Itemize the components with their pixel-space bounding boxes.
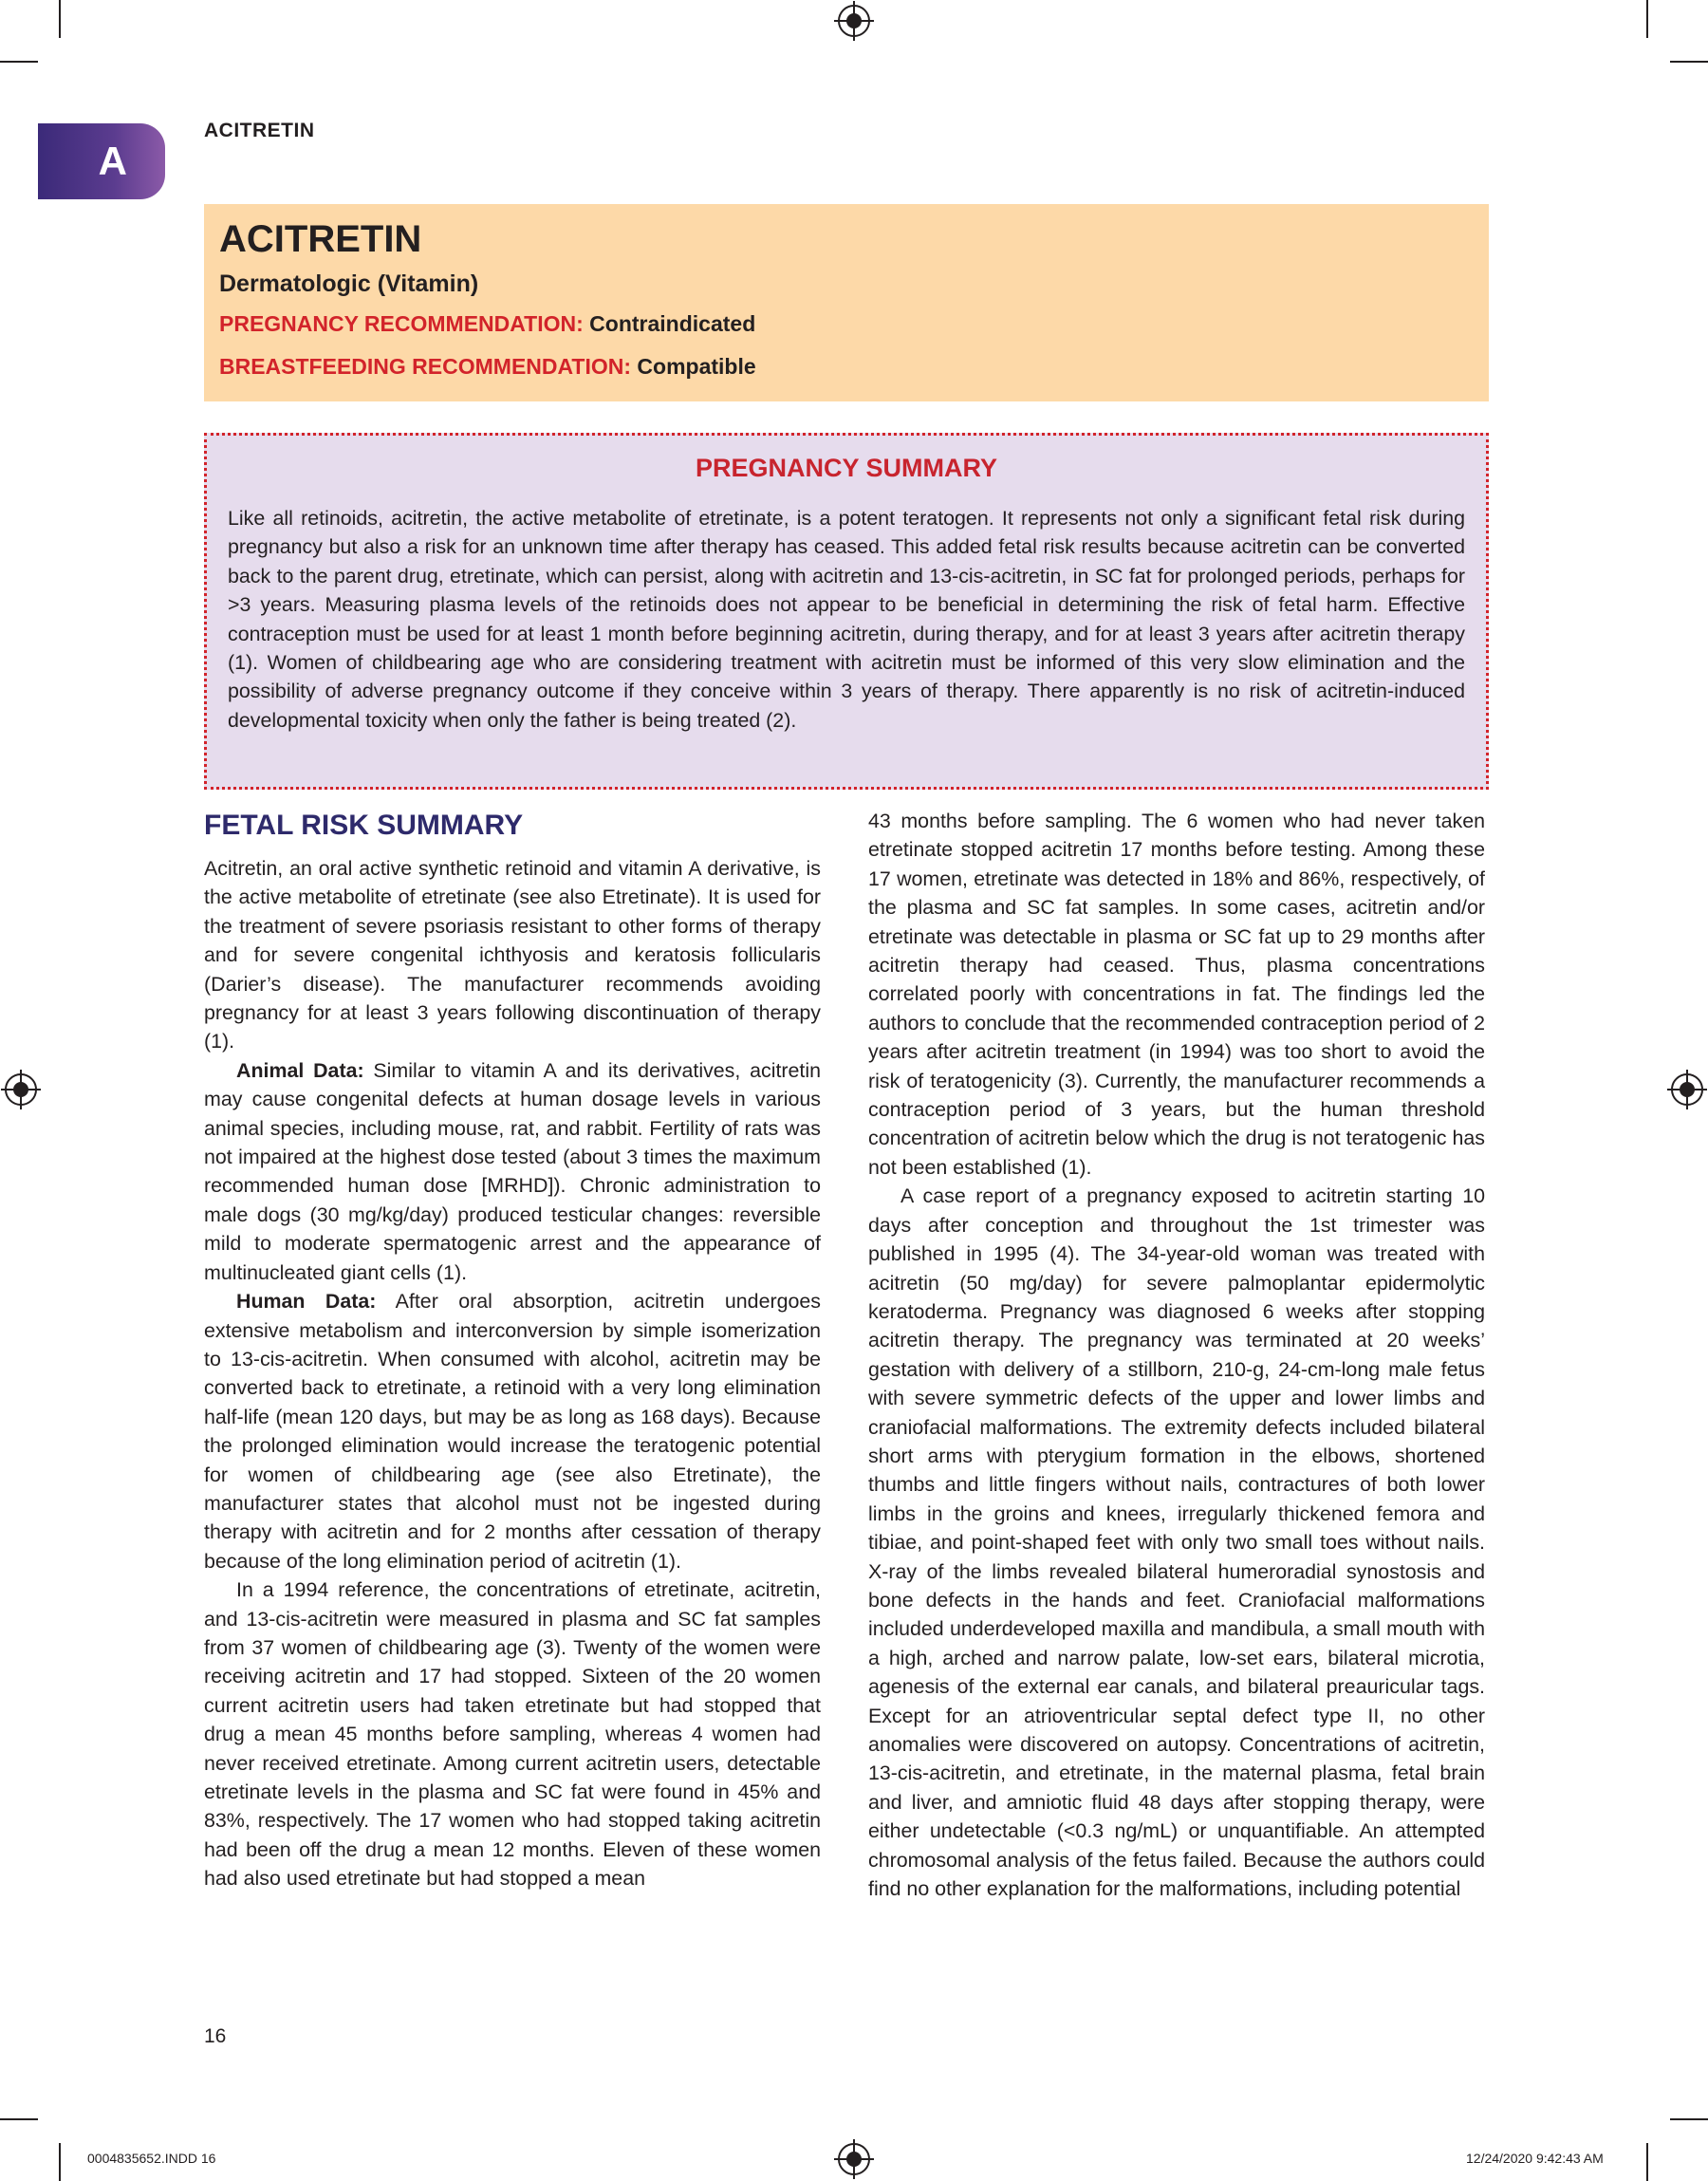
pregnancy-recommendation-value: Contraindicated (589, 311, 756, 336)
timestamp-slug: 12/24/2020 9:42:43 AM (1466, 2151, 1604, 2166)
pregnancy-recommendation-label: PREGNANCY RECOMMENDATION: (219, 311, 584, 336)
fetal-risk-intro-paragraph: Acitretin, an oral active synthetic retinoid and vitamin A derivative, is the active metabolite of etretinate (see also Etretinate). It is used for the treatment of severe psoriasis resistant to other forms of therapy and for severe congenital ichthyosis and keratosis follicularis (Darier’s disease). The manufacturer recommends avoiding pregnancy for at least 3 years following discontinuation of therapy (1). (204, 857, 821, 1053)
breastfeeding-recommendation-value: Compatible (637, 354, 756, 379)
crop-mark (59, 2143, 61, 2181)
animal-data-paragraph (204, 1056, 821, 1287)
pregnancy-recommendation (219, 303, 1474, 345)
pregnancy-summary-title: PREGNANCY SUMMARY (695, 454, 998, 482)
right-column (868, 807, 1485, 1903)
pregnancy-summary-box (204, 433, 1489, 790)
page-number: 16 (204, 2025, 227, 2047)
animal-data-text: Similar to vitamin A and its derivatives, acitretin may cause congenital defects at human dosage levels in various animal species, including mouse, rat, and rabbit. Fertility of rats was not impaired at the highest dose tested (about 3 times the maximum recommended human dose [MRHD]). Chronic administration to male dogs (30 mg/kg/day) produced testicular changes: reversible mild to moderate spermatogenic arrest and the appearance of multinucleated giant cells (1). (204, 1058, 821, 1284)
study-1994-continued-paragraph: 43 months before sampling. The 6 women who had never taken etretinate stopped acitretin 17 months before testing. Among these 17 women, etretinate was detected in 18% and 86%, respectively, of the plasma and SC fat samples. In some cases, acitretin and/or etretinate was detectable in plasma or SC fat up to 29 months after acitretin therapy had ceased. Thus, plasma concentrations correlated poorly with concentrations in fat. The findings led the authors to conclude that the recommended contraception period of 2 years after acitretin treatment (in 1994) was too short to avoid the risk of teratogenicity (3). Currently, the manufacturer recommends a contraception period of 3 years, but the human threshold concentration of acitretin below which the drug is not teratogenic has not been established (1). (868, 810, 1485, 1179)
file-slug: 0004835652.INDD 16 (87, 2151, 216, 2166)
breastfeeding-recommendation (219, 345, 1474, 388)
registration-mark-icon (838, 5, 870, 37)
crop-mark (0, 61, 38, 63)
section-tab (38, 123, 165, 199)
human-data-paragraph (204, 1287, 821, 1575)
crop-mark (0, 2118, 38, 2120)
running-head: ACITRETIN (204, 120, 315, 141)
pregnancy-summary-text: Like all retinoids, acitretin, the active metabolite of etretinate, is a potent teratogen. It represents not only a significant fetal risk during pregnancy but also a risk for an unknown time after therapy has ceased. This added fetal risk results because acitretin can be converted back to the parent drug, etretinate, which can persist, along with acitretin and 13-cis-acitretin, in SC fat for prolonged periods, perhaps for >3 years. Measuring plasma levels of the retinoids does not appear to be beneficial in determining the risk of fetal harm. Effective contraception must be used for at least 1 month before beginning acitretin, during therapy, and for at least 3 years after acitretin therapy (1). Women of childbearing age who are considering treatment with acitretin must be informed of this very slow elimination and the possibility of adverse pregnancy outcome if they conceive within 3 years of therapy. There apparently is no risk of acitretin-induced developmental toxicity when only the father is being treated (2). (228, 507, 1465, 732)
crop-mark (1670, 61, 1708, 63)
animal-data-heading: Animal Data: (236, 1058, 364, 1082)
section-tab-letter: A (98, 139, 127, 183)
case-report-paragraph: A case report of a pregnancy exposed to acitretin starting 10 days after conception and throughout the 1st trimester was published in 1995 (4). The 34-year-old woman was treated with acitretin (50 mg/day) for severe palmoplantar epidermolytic keratoderma. Pregnancy was diagnosed 6 weeks after stopping acitretin therapy. The pregnancy was terminated at 20 weeks’ gestation with delivery of a stillborn, 210-g, 24-cm-long male fetus with severe symmetric defects of the upper and lower limbs and craniofacial malformations. The extremity defects included bilateral short arms with pterygium formation in the elbows, shortened thumbs and little fingers without nails, contractures of both lower limbs in the groins and knees, irregularly thickened femora and tibiae, and point-shaped feet with only two small toes without nails. X-ray of the limbs revealed bilateral humeroradial synostosis and bone defects in the hands and feet. Craniofacial malformations included underdeveloped maxilla and mandibula, a small mouth with a high, arched and narrow palate, low-set ears, bilateral microtia, agenesis of the external ear canals, and bilateral preauricular tags. Except for an atrioventricular septal defect type II, no other anomalies were discovered on autopsy. Concentrations of acitretin, 13-cis-acitretin, and etretinate, in the maternal plasma, fetal brain and liver, and amniotic fluid 48 days after stopping therapy, were either undetectable (<0.3 ng/mL) or unquantifiable. An attempted chromosomal analysis of the fetus failed. Because the authors could find no other explanation for the malformations, including potential (868, 1184, 1485, 1901)
registration-mark-icon (5, 1073, 37, 1106)
left-column (204, 807, 821, 1893)
crop-mark (59, 0, 61, 38)
crop-mark (1646, 0, 1648, 38)
registration-mark-icon (838, 2143, 870, 2175)
human-data-heading: Human Data: (236, 1290, 377, 1314)
fetal-risk-summary-title: FETAL RISK SUMMARY (204, 810, 524, 841)
drug-class: Dermatologic (Vitamin) (219, 270, 479, 297)
drug-header-box (204, 204, 1489, 401)
breastfeeding-recommendation-label: BREASTFEEDING RECOMMENDATION: (219, 354, 632, 379)
study-1994-paragraph: In a 1994 reference, the concentrations of etretinate, acitretin, and 13-cis-acitretin were measured in plasma and SC fat samples from 37 women of childbearing age (3). Twenty of the women were receiving acitretin and 17 had stopped. Sixteen of the 20 women current acitretin users had taken etretinate but had stopped that drug a mean 45 months before sampling, whereas 4 women had never received etretinate. Among current acitretin users, detectable etretinate levels in the plasma and SC fat were found in 45% and 83%, respectively. The 17 women who had stopped taking acitretin had been off the drug a mean 12 months. Eleven of these women had also used etretinate but had stopped a mean (204, 1578, 821, 1891)
drug-name: ACITRETIN (219, 218, 422, 260)
crop-mark (1670, 2118, 1708, 2120)
human-data-text: After oral absorption, acitretin undergoes extensive metabolism and interconversion by simple isomerization to 13-cis-acitretin. When consumed with alcohol, acitretin may be converted back to etretinate, a retinoid with a very long elimination half-life (mean 120 days, but may be as long as 168 days). Because the prolonged elimination would increase the teratogenic potential for women of childbearing age (see also Etretinate), the manufacturer states that alcohol must not be ingested during therapy with acitretin and for 2 months after cessation of therapy because of the long elimination period of acitretin (1). (204, 1290, 821, 1573)
crop-mark (1646, 2143, 1648, 2181)
registration-mark-icon (1671, 1073, 1703, 1106)
